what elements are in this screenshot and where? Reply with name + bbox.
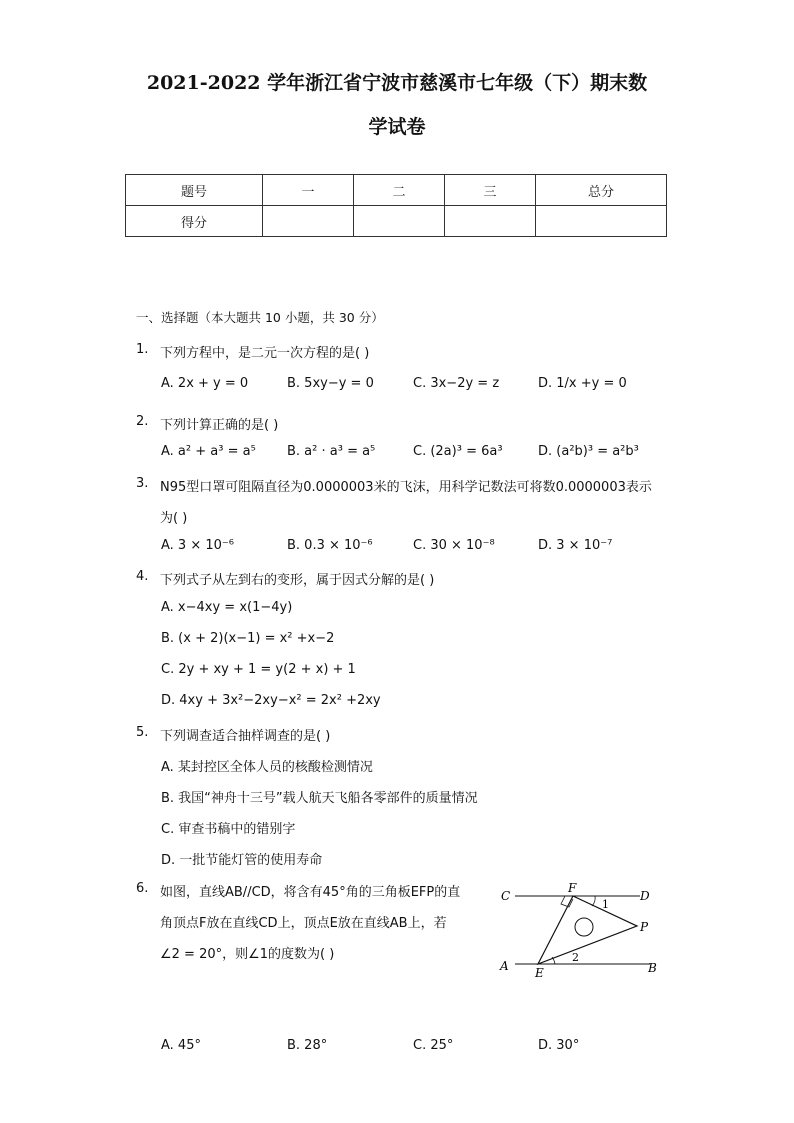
option-d: D. 1/x +y = 0 [538, 376, 627, 391]
option-a: A. 3 × 10⁻⁶ [161, 538, 234, 553]
label-angle-2: 2 [572, 951, 579, 964]
question-stem: 下列计算正确的是( ) [160, 418, 279, 433]
score-table-score-row [126, 206, 667, 237]
score-cell [354, 206, 445, 237]
label-p: P [640, 920, 649, 934]
label-e: E [535, 966, 544, 980]
question-stem: 下列方程中，是二元一次方程的是( ) [160, 346, 370, 361]
option-d: D. 3 × 10⁻⁷ [538, 538, 613, 553]
triangle-efp [538, 896, 637, 964]
geometry-figure [495, 880, 665, 980]
option-a: A. x−4xy = x(1−4y) [161, 600, 293, 615]
question-stem-line1: N95型口罩可阻隔直径为0.0000003米的飞沫，用科学记数法可将数0.0000003表示 [160, 480, 652, 495]
label-f: F [568, 881, 577, 895]
question-number: 5. [136, 725, 149, 740]
option-b: B. 28° [287, 1038, 328, 1053]
question-stem-line2: 为( ) [160, 511, 188, 526]
score-header-cell: 一 [263, 175, 354, 206]
question-number: 6. [136, 881, 149, 896]
score-cell [536, 206, 667, 237]
option-b: B. a² · a³ = a⁵ [287, 444, 376, 459]
section-heading: 一、选择题（本大题共 10 小题，共 30 分） [136, 310, 384, 325]
question-stem-line1: 如图，直线AB//CD，将含有45°角的三角板EFP的直 [160, 885, 461, 900]
question-number: 2. [136, 414, 149, 429]
label-b: B [648, 961, 657, 975]
option-c: C. 30 × 10⁻⁸ [413, 538, 495, 553]
score-table-header-row [126, 175, 667, 206]
question-number: 4. [136, 569, 149, 584]
score-header-cell: 三 [445, 175, 536, 206]
label-c: C [501, 889, 511, 903]
score-header-cell: 二 [354, 175, 445, 206]
score-cell [445, 206, 536, 237]
option-d: D. 一批节能灯管的使用寿命 [161, 853, 323, 868]
option-a: A. a² + a³ = a⁵ [161, 444, 256, 459]
triangle-hole [575, 918, 593, 936]
option-c: C. 3x−2y = z [413, 376, 500, 391]
option-c: C. (2a)³ = 6a³ [413, 444, 503, 459]
label-angle-1: 1 [602, 898, 609, 911]
question-number: 3. [136, 476, 149, 491]
option-a: A. 2x + y = 0 [161, 376, 249, 391]
score-cell [263, 206, 354, 237]
option-a: A. 某封控区全体人员的核酸检测情况 [161, 760, 373, 775]
option-b: B. 0.3 × 10⁻⁶ [287, 538, 373, 553]
page-title-line1: 2021-2022 学年浙江省宁波市慈溪市七年级（下）期末数 [146, 72, 648, 94]
option-b: B. (x + 2)(x−1) = x² +x−2 [161, 631, 335, 646]
option-b: B. 我国“神舟十三号”载人航天飞船各零部件的质量情况 [161, 791, 478, 806]
score-table [125, 174, 667, 237]
score-row-label: 得分 [126, 206, 263, 237]
option-d: D. 30° [538, 1038, 580, 1053]
option-c: C. 审查书稿中的错别字 [161, 822, 296, 837]
question-number: 1. [136, 342, 149, 357]
question-stem-line2: 角顶点F放在直线CD上，顶点E放在直线AB上，若 [160, 916, 447, 931]
option-a: A. 45° [161, 1038, 201, 1053]
option-d: D. (a²b)³ = a²b³ [538, 444, 639, 459]
option-b: B. 5xy−y = 0 [287, 376, 374, 391]
question-stem-line3: ∠2 = 20°，则∠1的度数为( ) [160, 947, 335, 962]
option-d: D. 4xy + 3x²−2xy−x² = 2x² +2xy [161, 693, 381, 708]
option-c: C. 2y + xy + 1 = y(2 + x) + 1 [161, 662, 356, 677]
right-angle-mark [561, 896, 573, 907]
question-stem: 下列式子从左到右的变形，属于因式分解的是( ) [160, 573, 435, 588]
score-header-cell: 总分 [536, 175, 667, 206]
label-d: D [640, 889, 650, 903]
option-c: C. 25° [413, 1038, 454, 1053]
score-header-cell: 题号 [126, 175, 263, 206]
question-stem: 下列调查适合抽样调查的是( ) [160, 729, 331, 744]
label-a: A [500, 959, 509, 973]
page-title-line2: 学试卷 [368, 116, 426, 138]
